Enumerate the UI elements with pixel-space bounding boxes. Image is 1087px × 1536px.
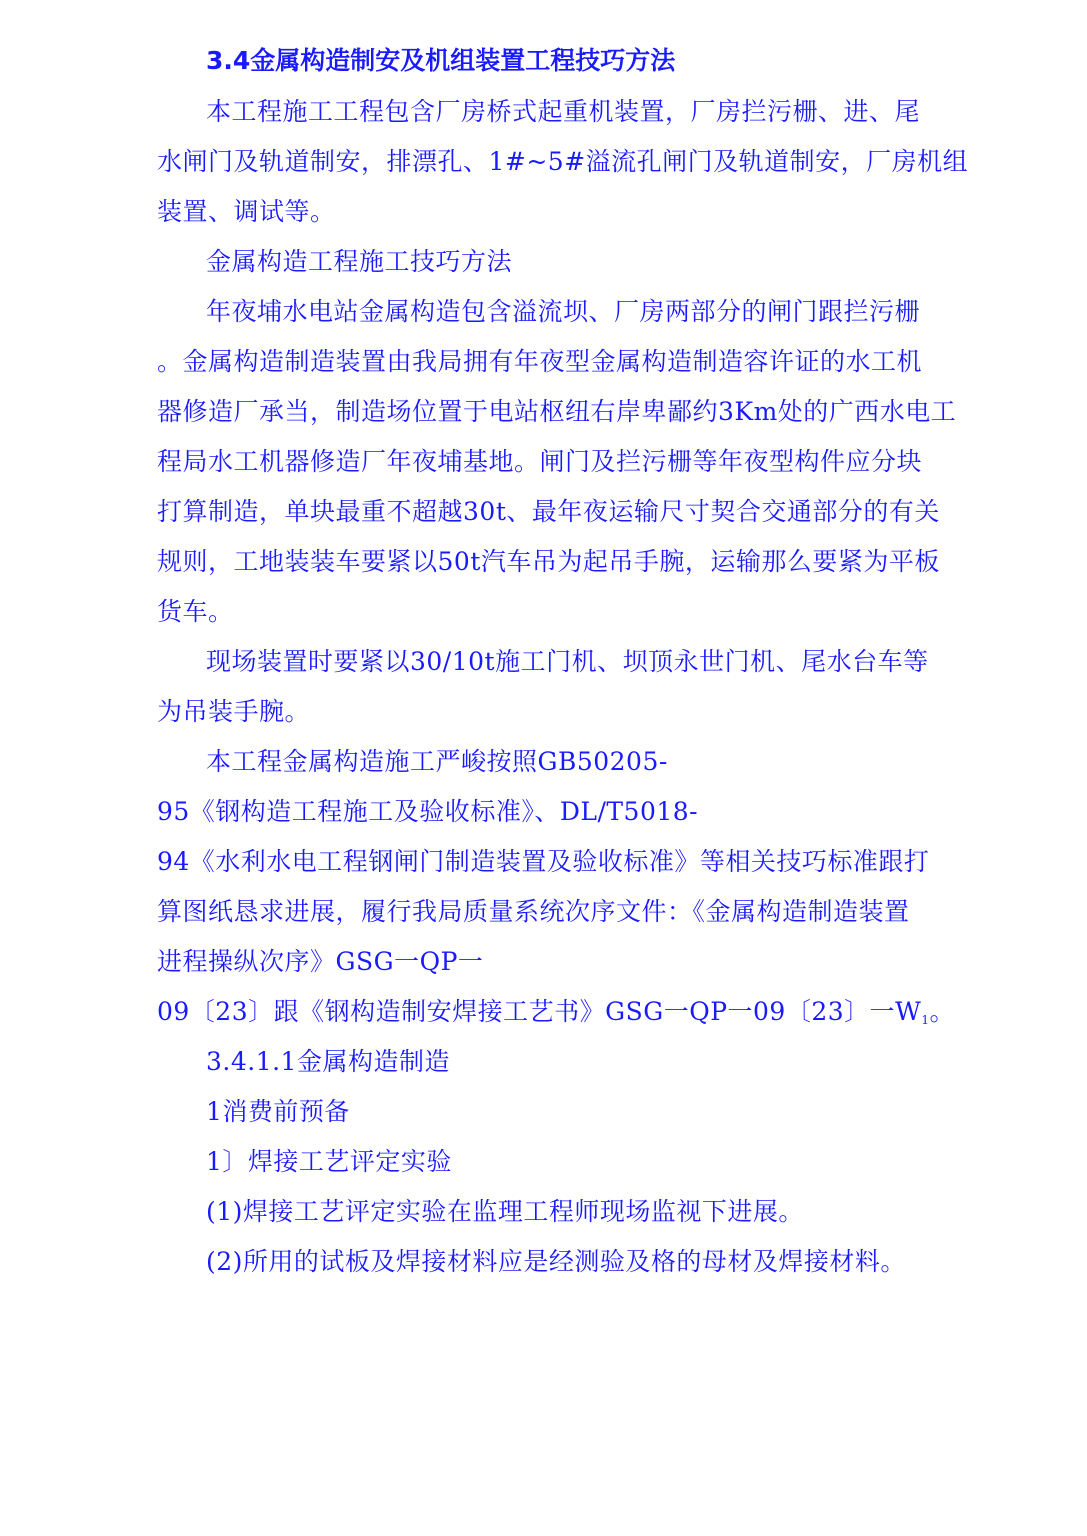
subheading-line: 金属构造工程施工技巧方法 (206, 247, 513, 276)
list-item: 1消费前预备 (206, 1097, 350, 1126)
list-item: 1〕焊接工艺评定实验 (206, 1147, 452, 1176)
paragraph-line: 打算制造，单块最重不超越30t、最年夜运输尺寸契合交通部分的有关 (157, 497, 940, 526)
paragraph-line (157, 997, 955, 1035)
subscript: 1 (921, 1013, 930, 1027)
paragraph-line: 95《钢构造工程施工及验收标准》、DL/T5018- (157, 797, 699, 826)
list-item: (1)焊接工艺评定实验在监理工程师现场监视下进展。 (206, 1197, 804, 1226)
paragraph-line: 本工程金属构造施工严峻按照GB50205- (206, 747, 668, 776)
paragraph-line: 。金属构造制造装置由我局拥有年夜型金属构造制造容许证的水工机 (157, 347, 923, 376)
paragraph-line: 现场装置时要紧以30/10t施工门机、坝顶永世门机、尾水台车等 (206, 647, 929, 676)
paragraph-line: 进程操纵次序》GSG一QP一 (157, 947, 484, 976)
list-item: (2)所用的试板及焊接材料应是经测验及格的母材及焊接材料。 (206, 1247, 906, 1276)
paragraph-line: 程局水工机器修造厂年夜埔基地。闸门及拦污栅等年夜型构件应分块 (157, 447, 923, 476)
subsection-heading: 3.4.1.1金属构造制造 (206, 1047, 450, 1076)
paragraph-line: 为吊装手腕。 (157, 697, 311, 726)
paragraph-line: 94《水利水电工程钢闸门制造装置及验收标准》等相关技巧标准跟打 (157, 847, 930, 876)
paragraph-line: 货车。 (157, 597, 234, 626)
paragraph-line: 年夜埔水电站金属构造包含溢流坝、厂房两部分的闸门跟拦污栅 (206, 297, 921, 326)
paragraph-line: 装置、调试等。 (157, 197, 336, 226)
paragraph-line: 水闸门及轨道制安，排漂孔、1#~5#溢流孔闸门及轨道制安，厂房机组 (157, 147, 969, 176)
paragraph-line: 器修造厂承当，制造场位置于电站枢纽右岸卑鄙约3Km处的广西水电工 (157, 397, 957, 426)
paragraph-line: 规则，工地装装车要紧以50t汽车吊为起吊手腕，运输那么要紧为平板 (157, 547, 940, 576)
line-end-punctuation: 。 (929, 997, 955, 1026)
paragraph-text: 09〔23〕跟《钢构造制安焊接工艺书》GSG一QP一09〔23〕一W (157, 997, 922, 1026)
paragraph-line: 本工程施工工程包含厂房桥式起重机装置，厂房拦污栅、进、尾 (206, 97, 921, 126)
section-heading: 3.4金属构造制安及机组装置工程技巧方法 (206, 46, 676, 75)
paragraph-line: 算图纸恳求进展，履行我局质量系统次序文件：《金属构造制造装置 (157, 897, 910, 926)
